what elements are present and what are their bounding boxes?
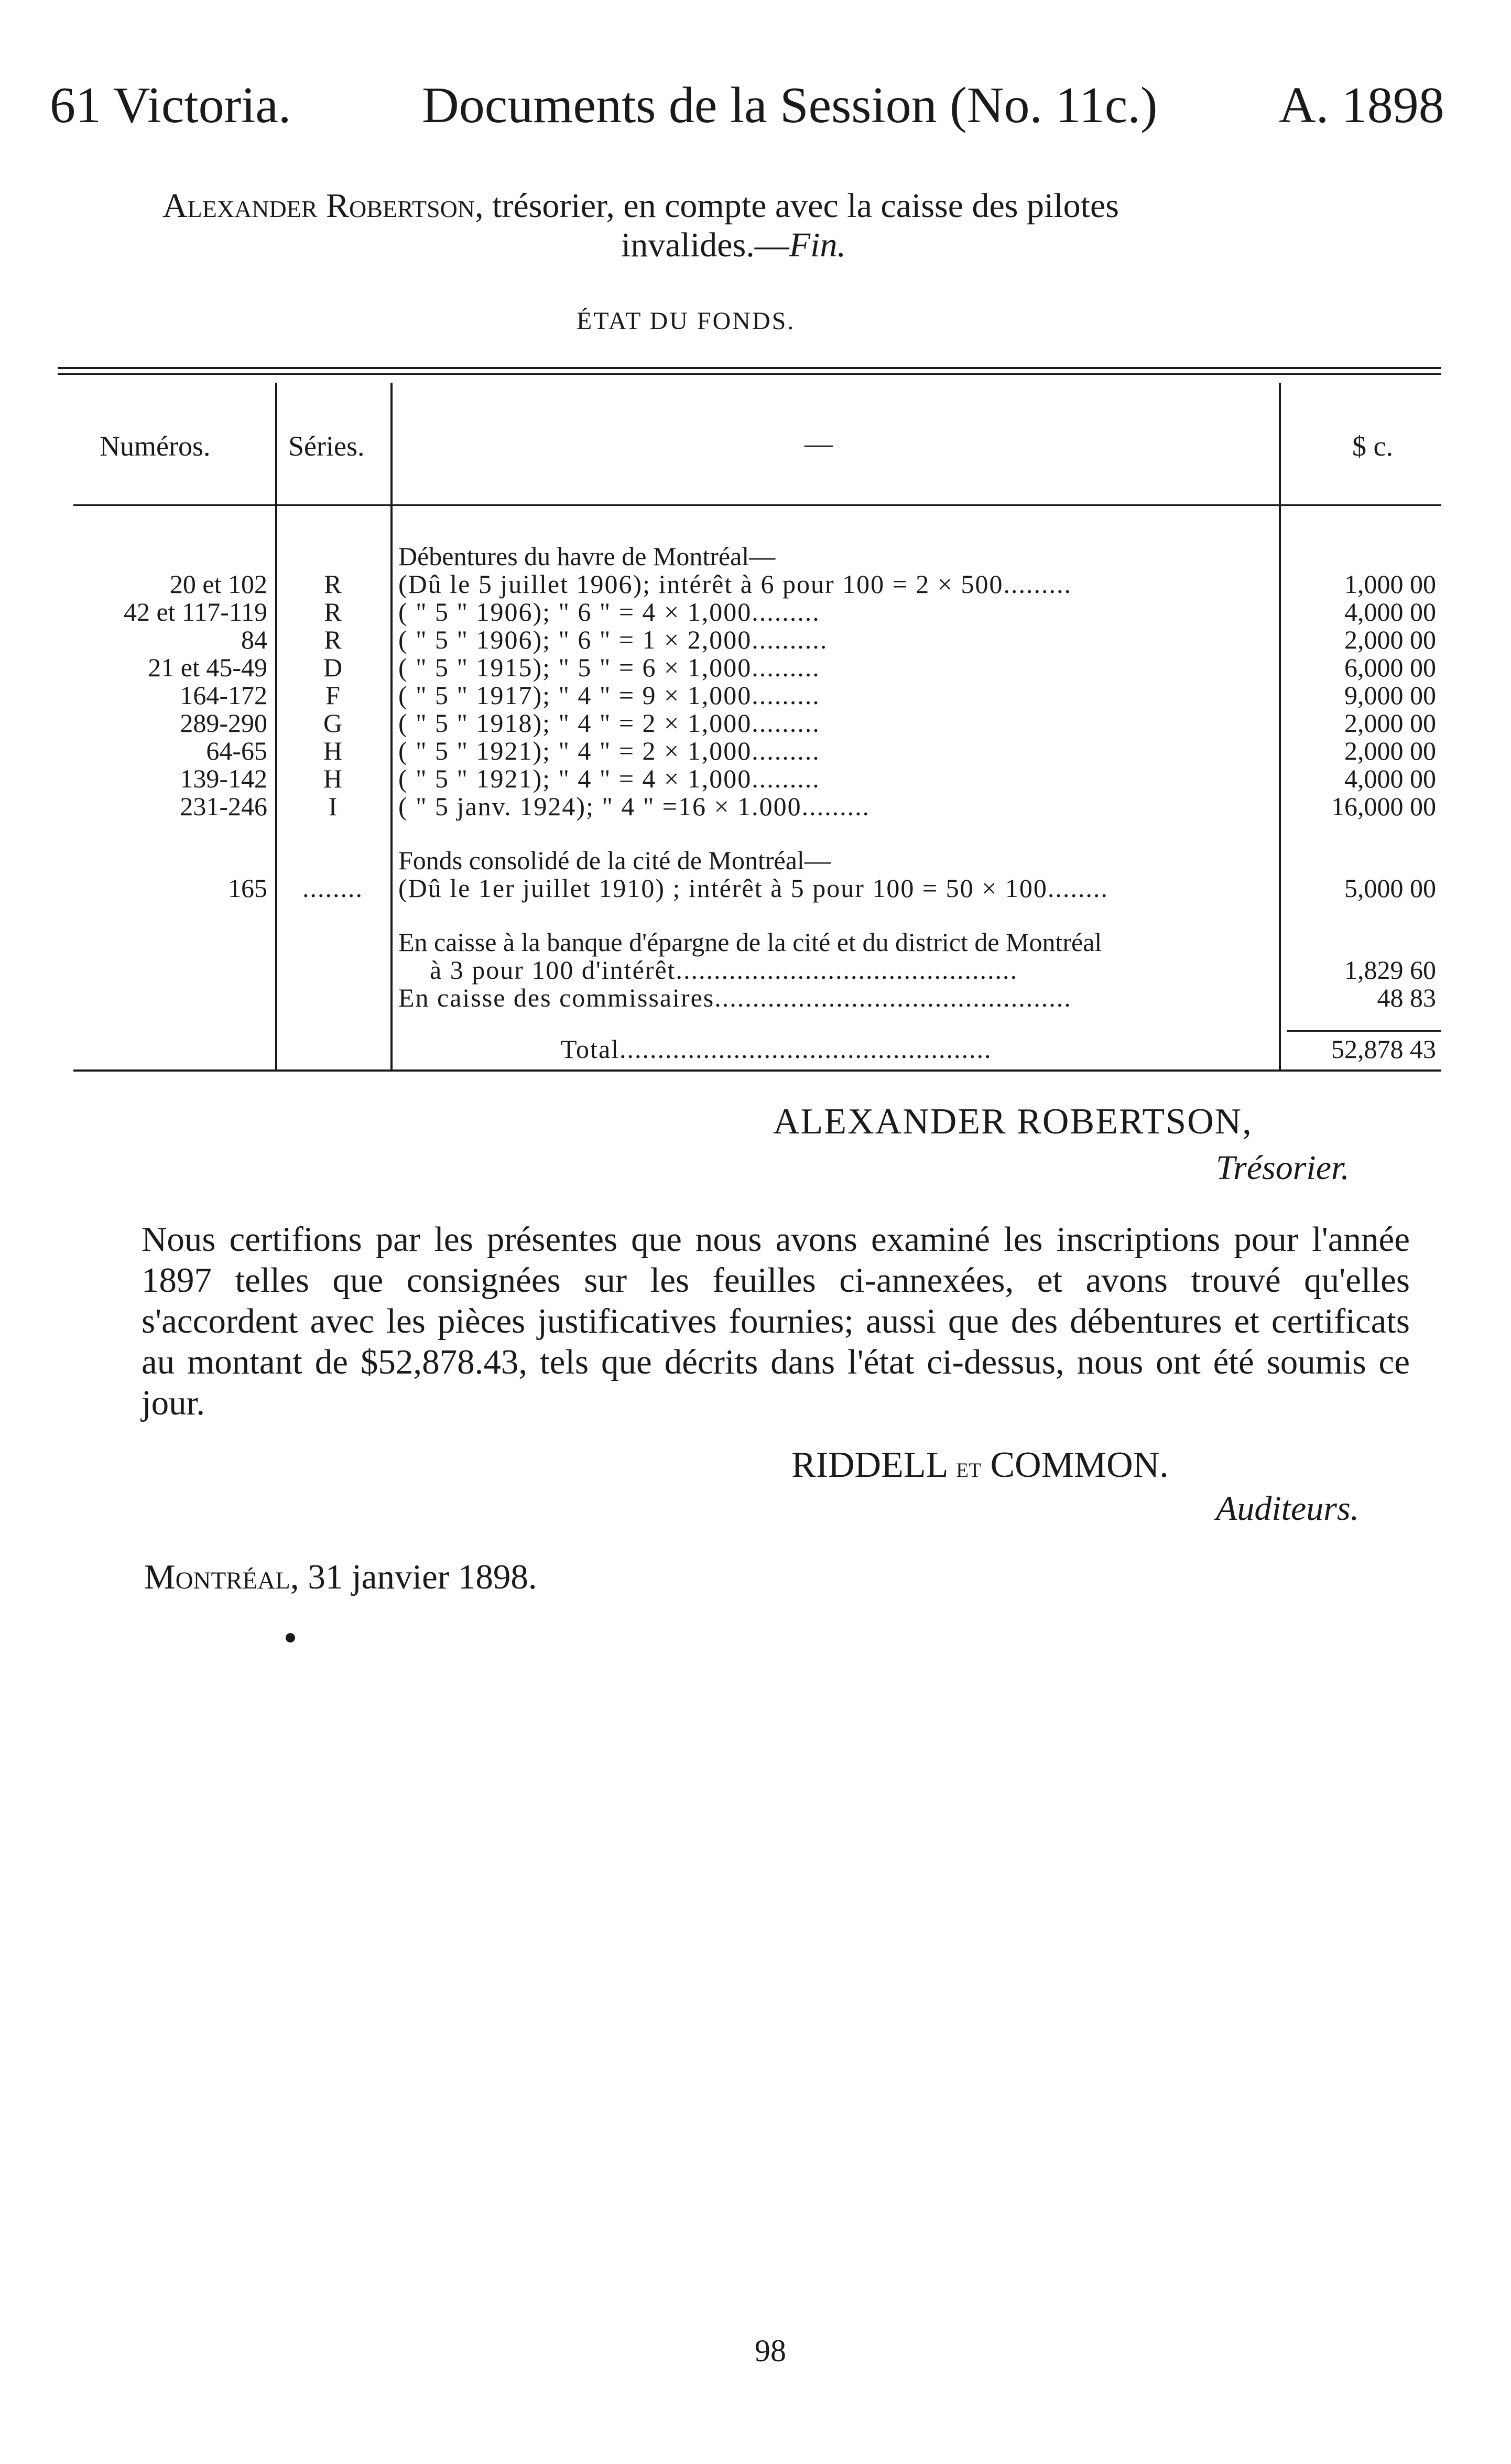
auditors-name-b: COMMON.: [990, 1445, 1169, 1485]
header-numeros: Numéros.: [100, 430, 211, 462]
treasurer-name: ALEXANDER ROBERTSON,: [773, 1101, 1253, 1142]
row-num: 139-142: [180, 764, 267, 793]
row-num: 289-290: [180, 708, 267, 738]
auditors-role: Auditeurs.: [1216, 1489, 1360, 1528]
header-right: A. 1898: [1279, 77, 1444, 134]
row-amount: 6,000 00: [1344, 653, 1436, 682]
title-rest: , trésorier, en compte avec la caisse des pilotes: [475, 187, 1119, 225]
row-desc: ( " 5 " 1918); " 4 " = 2 × 1,000.........: [398, 708, 820, 738]
document-title-line1: [162, 186, 1119, 226]
row-series: H: [323, 736, 343, 765]
header-series: Séries.: [288, 430, 365, 462]
row-series: I: [328, 792, 338, 821]
total-label: Total.................................................: [561, 1034, 992, 1064]
row-desc: ( " 5 " 1906); " 6 " = 4 × 1,000.........: [398, 597, 820, 626]
header-bottom-rule: [73, 504, 1441, 506]
header-amount: $ c.: [1352, 430, 1393, 462]
row-desc: (Dû le 1er juillet 1910) ; intérêt à 5 pour 100 = 50 × 100........: [398, 873, 1108, 903]
group2-title: Fonds consolidé de la cité de Montréal—: [398, 846, 831, 875]
place: Montréal: [144, 1558, 290, 1596]
row-num: 21 et 45-49: [148, 653, 267, 682]
row-desc: ( " 5 " 1921); " 4 " = 2 × 1,000.........: [398, 736, 820, 765]
row-series: R: [324, 569, 342, 599]
row-num: 84: [241, 625, 267, 654]
row-amount: 2,000 00: [1344, 708, 1436, 738]
row-desc: ( " 5 " 1917); " 4 " = 9 × 1,000.........: [398, 680, 820, 710]
title-name: Alexander Robertson: [162, 187, 475, 225]
auditors-name-a: RIDDELL: [791, 1445, 947, 1485]
place-date: [144, 1557, 537, 1597]
row-amount: 2,000 00: [1344, 736, 1436, 765]
row-amount: 9,000 00: [1344, 680, 1436, 710]
row-amount: 1,000 00: [1344, 569, 1436, 599]
section-title: ÉTAT DU FONDS.: [577, 307, 796, 335]
table-bottom-rule: [73, 1069, 1441, 1072]
row-series: H: [323, 764, 343, 793]
commissioners-line: En caisse des commissaires...............................................: [398, 983, 1072, 1012]
auditors-name: [791, 1444, 1169, 1486]
row-num: 20 et 102: [169, 569, 267, 599]
date: , 31 janvier 1898.: [290, 1558, 537, 1596]
row-amount: 16,000 00: [1331, 792, 1436, 821]
row-amount: 4,000 00: [1344, 597, 1436, 626]
row-desc: ( " 5 " 1921); " 4 " = 4 × 1,000.........: [398, 764, 820, 793]
title-fin: Fin.: [789, 226, 846, 264]
row-series: G: [323, 708, 343, 738]
row-series: ........: [302, 873, 363, 903]
row-series: R: [324, 597, 342, 626]
ink-dot: [286, 1633, 295, 1642]
page-number: 98: [755, 2333, 786, 2368]
row-num: 164-172: [180, 680, 267, 710]
row-series: D: [323, 653, 343, 682]
col-divider-1: [275, 383, 277, 1069]
bank-amount: 1,829 60: [1344, 955, 1436, 985]
treasurer-role: Trésorier.: [1216, 1149, 1350, 1187]
row-desc: ( " 5 " 1906); " 6 " = 1 × 2,000..........: [398, 625, 828, 654]
commissioners-amount: 48 83: [1377, 983, 1436, 1012]
row-series: R: [324, 625, 342, 654]
bank-line2: à 3 pour 100 d'intérêt.............................................: [430, 955, 1018, 985]
header-desc: —: [805, 428, 833, 459]
row-desc: ( " 5 " 1915); " 5 " = 6 × 1,000.........: [398, 653, 820, 682]
col-divider-2: [390, 383, 393, 1069]
total-top-rule: [1287, 1030, 1441, 1032]
row-amount: 5,000 00: [1344, 873, 1436, 903]
auditors-name-et: et: [956, 1451, 981, 1484]
header-left: 61 Victoria.: [50, 77, 291, 134]
row-num: 42 et 117-119: [123, 597, 267, 626]
row-desc: ( " 5 janv. 1924); " 4 " =16 × 1.000.........: [398, 792, 871, 821]
bank-line1: En caisse à la banque d'épargne de la cité et du district de Montréal: [398, 927, 1102, 957]
certification-text: Nous certifions par les présentes que nous avons examiné les inscriptions pour l'année 1897 telles que consignées sur les feuilles ci-annexées, et avons trouvé qu'elles s'accordent avec les pièces justificatives fournies; aussi que des débentures et certificats au montant de $52,878.43, tels que décrits dans l'état ci-dessus, nous ont été soumis ce jour.: [142, 1220, 1410, 1422]
row-num: 231-246: [180, 792, 267, 821]
title-line2: invalides.—: [621, 226, 789, 264]
total-amount: 52,878 43: [1331, 1034, 1436, 1064]
group1-title: Débentures du havre de Montréal—: [398, 542, 776, 571]
row-series: F: [325, 680, 340, 710]
table-top-rule-2: [58, 373, 1441, 375]
row-num: 165: [228, 873, 267, 903]
header-center: Documents de la Session (No. 11c.): [422, 77, 1158, 134]
row-num: 64-65: [206, 736, 267, 765]
table-top-rule: [58, 367, 1441, 369]
row-desc: (Dû le 5 juillet 1906); intérêt à 6 pour 100 = 2 × 500.........: [398, 569, 1072, 599]
document-title-line2: [621, 225, 846, 265]
row-amount: 2,000 00: [1344, 625, 1436, 654]
row-amount: 4,000 00: [1344, 764, 1436, 793]
